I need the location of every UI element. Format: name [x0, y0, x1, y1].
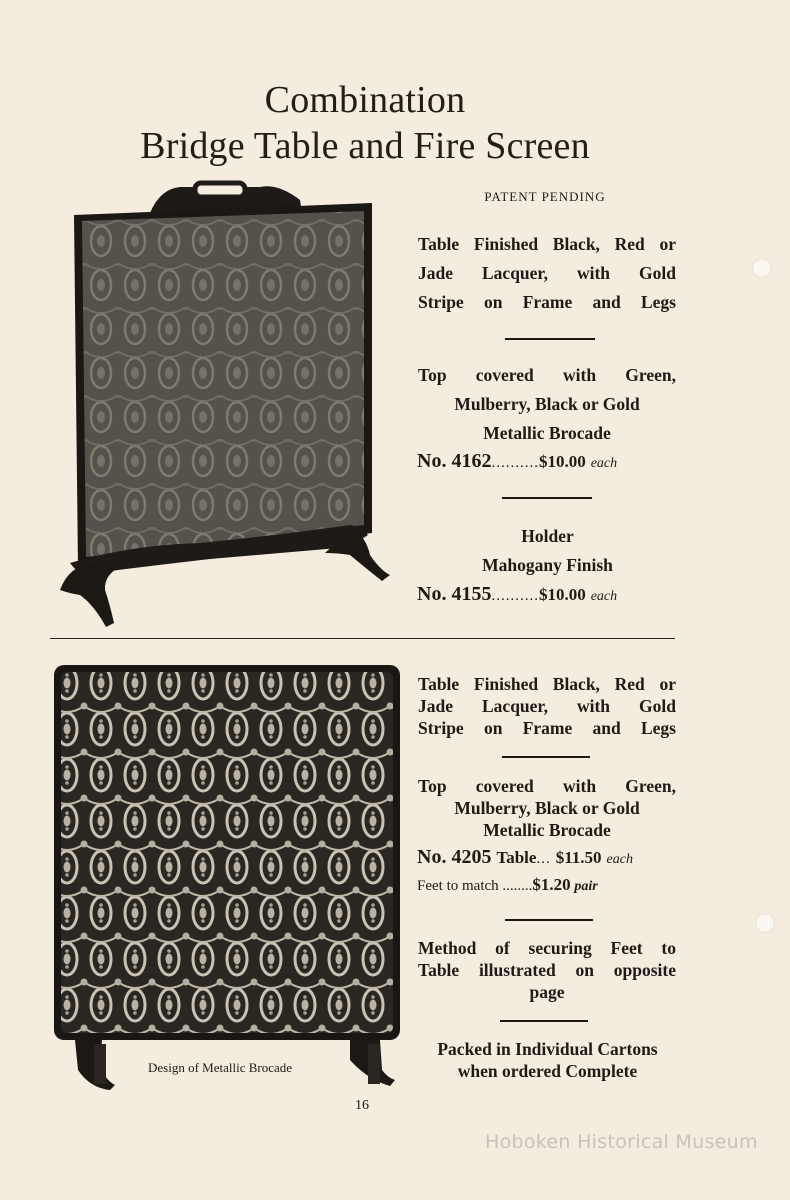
illustration-caption: Design of Metallic Brocade — [148, 1060, 293, 1075]
price-line-feet: Feet to match ........$1.20 pair — [417, 875, 598, 894]
rule — [500, 1020, 588, 1022]
rule — [505, 919, 593, 921]
binder-hole — [755, 913, 775, 933]
price-line-4205: No. 4205 Table... $11.50 each — [417, 846, 633, 868]
page-title-line1: Combination — [264, 79, 466, 121]
rule — [505, 338, 595, 340]
brocade-panel-illustration — [50, 660, 405, 1095]
top-description-1: Top covered with Green, Mulberry, Black or Gold Metallic Brocade — [418, 365, 676, 443]
rule — [502, 497, 592, 499]
finish-description-1: Table Finished Black, Red or Jade Lacquer, with Gold Stripe on Frame and Legs — [418, 234, 676, 312]
binder-hole — [752, 258, 772, 278]
top-description-2: Top covered with Green, Mulberry, Black or Gold Metallic Brocade — [418, 776, 676, 840]
section-divider — [50, 638, 675, 639]
rule — [502, 756, 590, 758]
method-note: Method of securing Feet to Table illustrated on opposite page — [418, 938, 676, 1002]
watermark: Hoboken Historical Museum — [485, 1131, 758, 1153]
page-number: 16 — [355, 1098, 369, 1113]
packing-note: Packed in Individual Cartons when ordered Complete — [437, 1039, 658, 1081]
holder-description: Holder Mahogany Finish — [482, 526, 613, 575]
page-title-line2: Bridge Table and Fire Screen — [140, 125, 590, 167]
price-line-4155: No. 4155..........$10.00 each — [417, 583, 618, 605]
price-line-4162: No. 4162..........$10.00 each — [417, 450, 618, 472]
fire-screen-illustration — [50, 175, 400, 635]
patent-notice: PATENT PENDING — [484, 189, 606, 204]
finish-description-2: Table Finished Black, Red or Jade Lacquer, with Gold Stripe on Frame and Legs — [418, 674, 676, 738]
